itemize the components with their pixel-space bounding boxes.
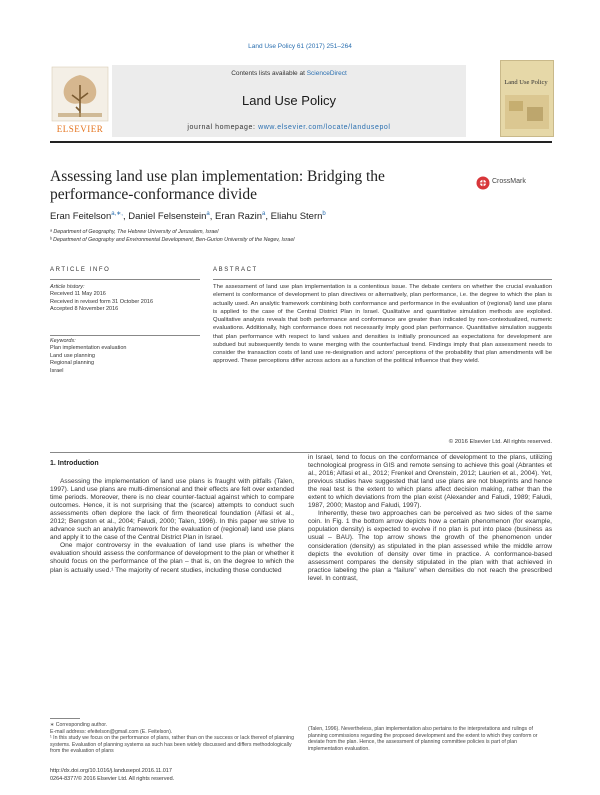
sciencedirect-link[interactable]: ScienceDirect: [306, 70, 347, 77]
body-paragraph: One major controversy in the evaluation of land use plans is whether the evaluation should assess the conformance of development to the plan or whether it should focus on the performance of the plan – that is, on the degree to which the plan is actually used.¹ The majority of recent studies, including those conducted: [50, 542, 294, 574]
footnote-rule: [50, 718, 80, 719]
journal-citation[interactable]: Land Use Policy 61 (2017) 251–264: [248, 43, 352, 50]
abstract-text: The assessment of land use plan implementation is a contentious issue. The debate centers on whether the crucial evaluation element is conformance of development to plan directives or alternatively, plan performance, i.e. the degree to which the plan is actually used. An analytic framework combining both conformance and performance in the evaluation of (regional) land use plans is applied to the case of the Central District Plan in Israel. Qualitative and quantitative simulation methods are exploited. Qualitative analysis reveals that both performance and conformance are greater than indicated by non-contextualized, numeric evaluations. Additionally, high conformance does not necessarily imply good plan performance. Quantitative simulation suggests that plan performance with respect to land values and densities is initially pronounced as expectations for development are subdued but subsequently tends to wane merging with the counterfactual trend. Findings imply that plan assessment needs to consider the transaction costs of land use re-designation and actors' perceptions of the probability that plan amendments will be approved. These perceptions differ across actors as a function of the political influence that they wield.: [213, 284, 552, 365]
journal-title: Land Use Policy: [242, 93, 336, 108]
accepted-date: Accepted 8 November 2016: [50, 306, 119, 313]
body-paragraph: Inherently, these two approaches can be perceived as two sides of the same coin. In Fig. 1 the bottom arrow depicts how a certain phenomenon (for example, population density) is expected to evolve if no plan is put into place (business as usual – BAU). The top arrow shows the growth of the phenomenon under consideration (density) as stipulated in the plan assessed while the middle arrow depicts the evolution of density over time in practice. A conformance-based assessment compares the density stipulated in the plan with that achieved in practice labeling the plan a “failure” when densities do not reach the prescribed level. In contrast,: [308, 510, 552, 582]
author-1[interactable]: Eran Feitelson$^{a,∗,}$: [50, 211, 123, 223]
footnote-1: ¹ In this study we focus on the performance of plans, rather than on the success or lack thereof of planning systems. Evaluation of planning systems as such has been widely discussed and differs methodologically from the evaluation of plans: [50, 735, 294, 755]
received-date: Received 11 May 2016: [50, 291, 106, 298]
abstract-heading: ABSTRACT: [213, 267, 258, 273]
publisher-name: ELSEVIER: [56, 124, 104, 134]
history-label: Article history:: [50, 284, 85, 290]
elsevier-tree-logo: [50, 65, 110, 129]
right-column: [308, 454, 552, 583]
left-column: [50, 478, 294, 575]
footnotes-left: [50, 722, 294, 755]
revised-date: Received in revised form 31 October 2016: [50, 298, 154, 305]
article-title: Assessing land use plan implementation: Bridging the performance-conformance divide: [50, 168, 385, 203]
article-info-heading: ARTICLE INFO: [50, 267, 111, 273]
keywords: [50, 338, 200, 375]
header-rule: [50, 141, 552, 143]
article-info-rule: [50, 279, 200, 280]
abstract-bottom-rule: [50, 452, 552, 453]
contents-prefix: Contents lists available at: [231, 70, 307, 77]
homepage-link[interactable]: www.elsevier.com/locate/landusepol: [258, 124, 391, 131]
section-heading: 1. Introduction: [50, 460, 99, 467]
cover-title: Land Use Policy: [504, 79, 548, 86]
email-note: E-mail address: efeitelson@gmail.com (E. Feitelson).: [50, 728, 173, 735]
homepage-prefix: journal homepage:: [187, 124, 259, 131]
abstract-copyright: © 2016 Elsevier Ltd. All rights reserved.: [448, 439, 552, 445]
crossmark-badge[interactable]: [476, 176, 546, 190]
article-history: [50, 284, 200, 314]
keywords-rule: [50, 335, 200, 336]
doi-link[interactable]: http://dx.doi.org/10.1016/j.landusepol.2016.11.017: [50, 768, 172, 774]
contents-line: [112, 70, 466, 77]
affiliation-a: ᵃ Department of Geography, The Hebrew University of Jerusalem, Israel: [50, 229, 219, 235]
keyword: Israel: [50, 367, 64, 374]
keyword: Plan implementation evaluation: [50, 345, 127, 352]
keywords-label: Keywords:: [50, 338, 76, 344]
keyword: Regional planning: [50, 360, 95, 367]
body-paragraph: in Israel, tend to focus on the conformance of development to the plans, utilizing technological progress in GIS and remote sensing to achieve this goal (Abrantes et al., 2016; Alfasi et al., 2012; Frenkel and Orenstein, 2012; Laurien et al., 2004). Yet, previous studies have suggested that land use plans are not blueprints and hence the real test is the extent to which plans affect decision making, rather than the extent to which deviations from the plan exist (Alexander and Faludi, 1989; Faludi, 1987, 2000; Mastop and Faludi, 1997).: [308, 454, 552, 510]
corresponding-author-note: ∗ Corresponding author.: [50, 722, 108, 728]
journal-homepage: [112, 124, 466, 131]
footnote-1-continued: (Talen, 1996). Nevertheless, plan implementation also pertains to the interpretations and rulings of planning commissions regarding the proposed development and the extent to which they conform or deviate from the plan. Hence, the assessment of planning committee policies is part of plan implementation evaluation.: [308, 726, 538, 752]
affiliation-b: ᵇ Department of Geography and Environmental Development, Ben-Gurion University of the Negev, Israel: [50, 237, 295, 243]
body-paragraph: Assessing the implementation of land use plans is fraught with pitfalls (Talen, 1997). Land use plans are multi-dimensional and their effects are felt over extended time periods. Moreover, there is no clear counter-factual against which to compare outcomes. Hence, it is not surprising that the (scarce) attempts to conduct such assessments often deplore the lack of firm theoretical foundation (Alfasi et al., 2012; Bengston et al., 2004; Faludi, 2000; Talen, 1996). In this paper we strive to advance such an analytic framework for the evaluation of (regional) land use plans and apply it to the case of the Central District Plan in Israel.: [50, 478, 294, 542]
keyword: Land use planning: [50, 352, 95, 359]
crossmark-label: CrossMark: [492, 178, 526, 185]
author-list: Eran Feitelson$^{a,∗,}$, Daniel Felsenstein$^a$, Eran Razin$^a$, Eliahu Stern$^b$: [50, 211, 326, 223]
author-2[interactable]: Daniel Felsenstein$^a$: [128, 211, 210, 223]
author-3[interactable]: Eran Razin$^a$: [215, 211, 266, 223]
journal-cover-thumbnail: [500, 60, 554, 137]
issn-line: 0264-8377/© 2016 Elsevier Ltd. All rights reserved.: [50, 776, 175, 782]
abstract-rule: [213, 279, 552, 280]
author-4[interactable]: Eliahu Stern$^b$: [270, 211, 326, 223]
